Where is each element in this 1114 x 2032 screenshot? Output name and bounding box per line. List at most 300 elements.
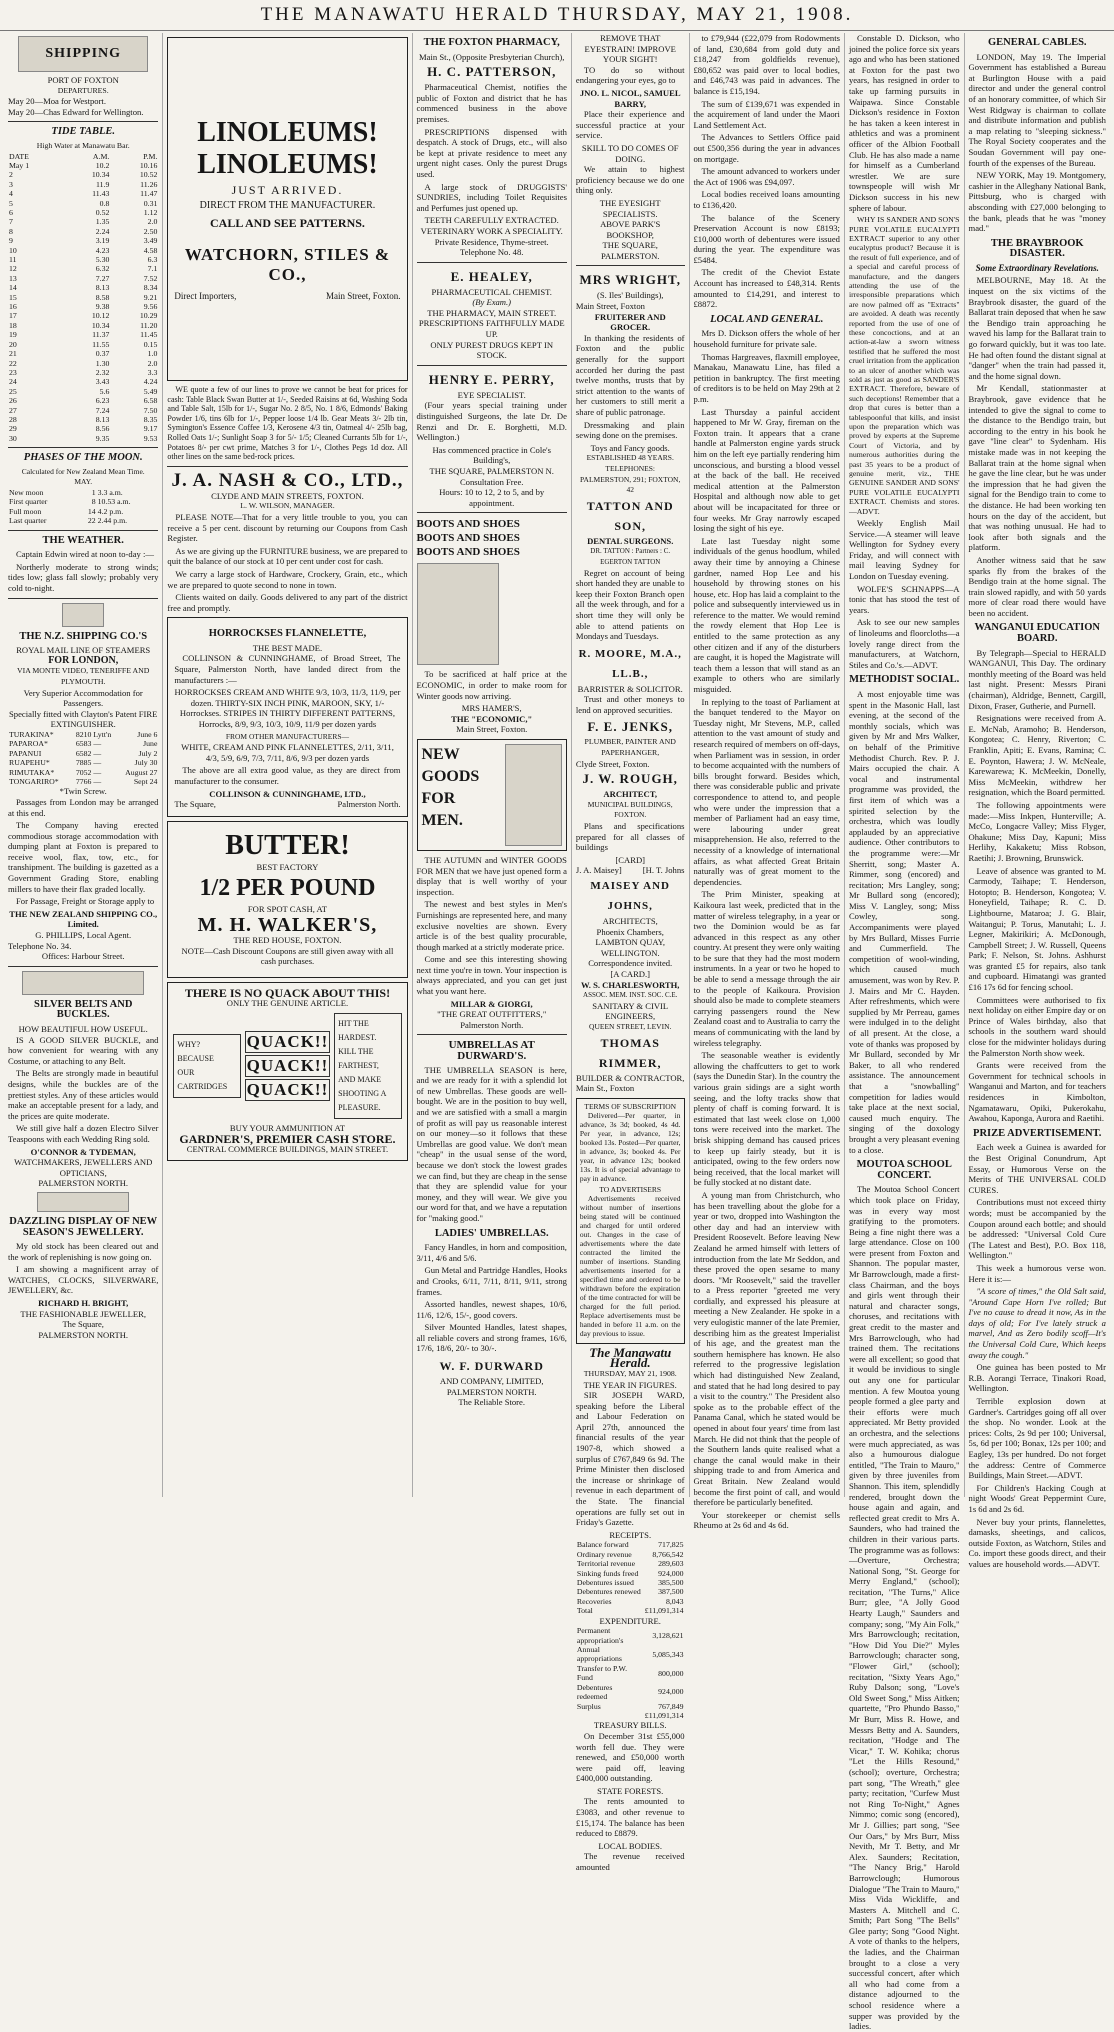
- men-body: THE AUTUMN and WINTER GOODS FOR MEN that we have just opened form a display that is well worthy of your inspection.: [416, 854, 567, 897]
- tide-cell: 5.6: [99, 386, 110, 396]
- tide-cell: 10.16: [139, 160, 158, 170]
- local-2: Thomas Hargreaves, flaxmill employee, Manakau, Manawatu Line, has filed a petition in bankruptcy. The first meeting of creditors is to be held on May 29th at 2 p.m.: [693, 351, 840, 404]
- expenditure-row: [576, 1664, 685, 1683]
- moon-cell: 14: [87, 506, 96, 516]
- tide-row: [8, 321, 158, 330]
- moon-row: [8, 516, 158, 525]
- local-4: Late last Tuesday night some individuals of the genus hoodlum, whiled away their time by annoying a Chinese gardner, named Hop Lee and his household by throwing stones on his house, etc. Hop has laid a complaint to the police and subsequently interviewed us in reference to the matter. We would remind the rowdy element that Hop Lee is entitled to the same protection as any other citizen and if any of the disturbers are caught, it is hoped the Magistrate will teach them a lesson that will stand as an example to others who are similarly misguided.: [693, 535, 840, 695]
- tide-cell: 11.26: [140, 179, 158, 189]
- tide-row: [8, 349, 158, 358]
- tide-cell: 12: [9, 264, 17, 274]
- umbrellas-co: AND COMPANY, LIMITED,: [439, 1376, 544, 1387]
- expenditure-title: EXPENDITURE.: [599, 1615, 661, 1626]
- tide-row: [8, 274, 158, 283]
- advertisers-body: Advertisements received without number of insertions being stated will be continued and charged for until ordered out. Changes in the case of advertisements where the date contracted the limited the number of insertions. Standing advertisements inserted for a specified time and ordered to be withdrawn before the expiration of the time contracted for will be charged for the full period. Replace advertisements must be handed in before 11 a.m. on the day previous to issue.: [579, 1193, 681, 1338]
- maisey-left: J. A. Maisey]: [575, 865, 622, 876]
- tide-cell: 9.56: [143, 302, 158, 312]
- receipts-row: [576, 1597, 685, 1606]
- jewellery-ornament: [37, 1192, 129, 1212]
- weather-text-2: Northerly moderate to strong winds; tides low; glass fall slowly; probably very cold to-night.: [8, 561, 159, 593]
- maisey-trade: ARCHITECTS,: [602, 916, 658, 926]
- tide-cell: 17: [9, 311, 17, 321]
- tide-row: [8, 283, 158, 292]
- tide-cell: 8.13: [95, 414, 110, 424]
- pharmacy-teeth: TEETH CAREFULLY EXTRACTED.: [424, 215, 559, 226]
- weather-title: THE WEATHER.: [42, 534, 124, 546]
- maisey-name: MAISEY AND JOHNS,: [590, 880, 670, 912]
- tide-row: [8, 180, 158, 189]
- rough-name: J. W. ROUGH,: [582, 771, 678, 787]
- departures-label: DEPARTURES.: [57, 85, 109, 95]
- tide-cell: 2.0: [147, 217, 158, 227]
- steamer-cell: Sept 24: [133, 776, 158, 786]
- eye-body-2: We attain to highest proficiency because we do one thing only.: [575, 164, 685, 196]
- braybrook-sub: Some Extraordinary Revelations.: [975, 262, 1099, 273]
- c6-body-5: Ask to see our new samples of linoleums and floorcloths—a lovely range direct from the manufacturers, at Watchorn, Stiles and Co.'s.—ADVT.: [848, 617, 960, 670]
- cables-2: NEW YORK, May 19. Montgomery, cashier in the Alleghany National Bank, Pittsburg, who is charged with absconding with £27,000 belonging to the bank, pleads that he was "money mad.": [968, 170, 1106, 234]
- finance-6: The balance of the Scenery Preservation Account is now £8193; £10,000 worth of debentures were issued during the year. The expenditure was £5484.: [693, 212, 840, 265]
- tatton-trade: DENTAL SURGEONS.: [587, 535, 674, 546]
- linoleums-direct: DIRECT FROM THE MANUFACTURER.: [199, 200, 376, 212]
- boots-shop: THE "ECONOMIC,": [451, 713, 533, 724]
- pharmacy-res: Private Residence, Thyme-street. Telephone No. 48.: [434, 236, 549, 258]
- quack-right-1: HIT THE HARDEST.: [338, 1018, 377, 1042]
- local-3: Last Thursday a painful accident happened to Mr W. Gray, fireman on the Foxton train. It appears that a crane handle at Palmerston engine yards struck him on the left eye partially rendering him unconscious, and bursting a blood vessel at the back of the ball. He received medical attention at the Palmerston Hospital and although now able to get about will be incapacitated for three or four weeks. Mr Gray narrowly escaped losing the sight of his eye.: [693, 406, 840, 534]
- tide-row: [8, 170, 158, 179]
- umbrellas-l4: Silver Mounted Handles, latest shapes, all reliable covers and strong frames, 16/6, 17/6, 18/6, 20/- to 30/-.: [416, 1322, 567, 1354]
- receipts-cell: 8,766,542: [652, 1549, 684, 1559]
- moon-row: [8, 507, 158, 516]
- horrockses-ad: [167, 617, 407, 817]
- tide-cell: 4.58: [143, 245, 158, 255]
- braybrook-3: Another witness said that he saw sparks fly from the brakes of the Bendigo train at the home signal. The train slowed rapidly, and with 50 yards more of clear road there would have been no accident.: [968, 554, 1106, 618]
- men-title-2: GOODS: [421, 767, 480, 785]
- eye-skill: SKILL TO DO COMES OF DOING.: [581, 142, 679, 164]
- column-4: [572, 33, 690, 1873]
- tide-cell: 8.35: [143, 414, 158, 424]
- nash-p4: Clients waited on daily. Goods delivered to any part of the district free and promptly.: [167, 592, 408, 613]
- quack-title: THERE IS NO QUACK ABOUT THIS!: [184, 985, 391, 1000]
- moore-trade: BARRISTER & SOLICITOR.: [577, 683, 683, 694]
- receipts-cell: Debentures renewed: [576, 1587, 641, 1597]
- tide-cell: 7.27: [95, 273, 110, 283]
- umbrellas-body: THE UMBRELLA SEASON is here, and we are ready for it with a splendid lot of new Umbrellas. These goods are well-bought. We are in the position to buy well, and we are satisfied with a small a margin of profit as will pay us reasonable interest on our money—so it follows that these Umbrellas are good value. We don't mean "cheap" in the usual sense of the word, because we don't stock the lowest grades we can find, but they are cheap in the sense that they are splendid value for your money, and they will wear. We give you our word for that, and we have a reputation for "making good.": [416, 1064, 567, 1223]
- cables-1: LONDON, May 19. The Imperial Government has established a Bureau at Burlington House with a paid director and under the general control of an honorary committee, of which Sir West Ridgway is chairman to collate and distribute information and publish a map relating to "sleeping sickness." The Royal Society cooperates and the Soudan Government will pay one-fourth of the expenses of the Bureau.: [968, 51, 1106, 168]
- belts-trade: WATCHMAKERS, JEWELLERS AND OPTICIANS,: [14, 1157, 153, 1178]
- moore-name: R. MOORE, M.A., LL.B.,: [578, 647, 682, 680]
- tide-row: [8, 434, 158, 443]
- column-2: [163, 33, 412, 1497]
- tide-cell: 9.38: [95, 302, 110, 312]
- tide-cell: 11.45: [140, 330, 158, 340]
- prize-verse: "A score of times," the Old Salt said, "Around Cape Horn I've rolled; But I've no cause to dread it now, As in the days of old; For I've lately struck a marvel, And as Zero bodily scoff—It's the Universal Cold Cure, Which keeps away the cough.": [968, 1286, 1106, 1360]
- steamer-cell: June: [143, 739, 158, 749]
- charlesworth-name: W. S. CHARLESWORTH,: [580, 979, 680, 990]
- tide-cell: 14: [9, 283, 17, 293]
- local-7: The seasonable weather is evidently allowing the chaffcutters to get to work (says the Dunedin Star). In the country the various grain sidings are a sight worth seeing, and the lofty tracks show that plenty of chaff is coming forward. It is estimated that last week close on 1,000 tons were received into the market. The brisk shipping demand has caused prices to keep up fairly steady, but it is anticipated, owing to the few orders now being received, that the local market will be fully stocked at no distant date.: [693, 1050, 840, 1188]
- local-8: A young man from Christchurch, who has been travelling about the globe for a year or two, dropped into Washington the other day and had an interview with President Roosevelt. Before leaving New Zealand he armed himself with letters of introduction from the late Mr Seddon, and these proved the open sesame to many doors. "Mr Roosevelt," said the traveller to a Press reporter "greeted me very cordially, and expressed his pleasure at meeting a New Zealander. He spoke in a very eulogistic manner of the late Premier, describing him as the greatest Imperialist of his age, and the greatest man the southern hemisphere has known. He also referred to the progressive legislation which had distinguished New Zealand, and stated that he had long desired to pay a visit to the country." The President also spoke as to the probable effect of the Panama Canal, which he stated would be opened in about four years' time from last March. He did not think that the people of the Southern lands quite realised what a change the canal would make in their shipping trade to and from America and Great Britain. New Zealand would become the first point of call, and would therefore be particularly benefited.: [693, 1189, 840, 1508]
- boots-firm: MRS HAMER'S,: [461, 703, 522, 714]
- tide-cell: 9: [9, 236, 13, 246]
- steamer-cell: 7885: [75, 758, 92, 768]
- tide-cell: 29: [9, 424, 17, 434]
- tide-cell: 0.31: [143, 198, 158, 208]
- eye-body: Place their experience and successful practice at your service.: [575, 109, 685, 141]
- expenditure-cell: Permanent appropriation's: [576, 1626, 624, 1645]
- braybrook-title: THE BRAYBROOK DISASTER.: [990, 237, 1084, 260]
- horrockses-other: FROM OTHER MANUFACTURERS—: [225, 731, 350, 741]
- quack-right-2: KILL THE FARTHEST,: [338, 1046, 379, 1070]
- local-9: Your storekeeper or chemist sells Rheumo at 2s 6d and 4s 6d.: [693, 1509, 840, 1531]
- finance-1: to £79,944 (£22,079 from Rodowments of land, £30,684 from gold duty and £18,247 from goldfields revenue), £80,652 was paid over to local bodies, and £46,743 was paid in advances. The balance is £15,194.: [693, 33, 840, 96]
- receipts-cell: 8,043: [665, 1596, 684, 1606]
- finance-7: The credit of the Cheviot Estate Account has increased to £48,314. Rents amounted to £14,291, and interest to £8872.: [693, 267, 840, 310]
- jenks-addr: Clyde Street, Foxton.: [575, 758, 650, 769]
- prize-4: One guinea has been posted to Mr R.B. Aorangi Terrace, Tinakori Road, Wellington.: [968, 1362, 1106, 1394]
- general-cables-title: GENERAL CABLES.: [987, 37, 1087, 48]
- receipts-cell: 289,603: [658, 1559, 684, 1569]
- tide-row: [8, 424, 158, 433]
- nash-p3: We carry a large stock of Hardware, Crockery, Grain, etc., which we are prepared to quote second to none in town.: [167, 568, 408, 590]
- tide-cell: 8: [9, 226, 13, 236]
- tide-row: [8, 406, 158, 415]
- tide-table: [8, 152, 158, 444]
- braybrook-2: Mr Kendall, stationmaster at Braybrook, gave evidence that he intended to give the signal to come to the distance to the Bendigo train, but according to the entry in his book he gave "line clear" to Sydenham. His mistake made was in not keeping the Ballarat train at the home signal when he gave the line clear, but he was under the impression that he had given the signal for the Bendigo train to come to the distance. He had been working ten hours on the day of the accident, but that was nothing unusual. He had to look after both signals and the platform.: [968, 383, 1106, 553]
- nash-firm: J. A. NASH & CO., LTD.,: [171, 469, 404, 491]
- prize-5: Terrible explosion down at Gardner's. Cartridges going off all over the shop. No wonder. Look at the prices: Colts, 2s 9d per 100; Universal, 5s, 6d per 100; Bonax, 12s per 100; and Eagley, 13s per hundred. Do not forget the address: Centre of Commerce Buildings, Main Street.—ADVT.: [968, 1396, 1106, 1481]
- butter-addr: THE RED HOUSE, FOXTON.: [233, 934, 342, 945]
- tide-cell: 9.35: [95, 433, 110, 443]
- quote-prices: WE quote a few of our lines to prove we cannot be beat for prices for cash: Table Black Swan Butter at 1/-, Seeded Raisins at 6d, Washing Soda and Table Salt, 15lb for 1/-, Sugar No. 2 8/5, No. 1 8/6, Edmonds' Baking Powder 1/6, tins 6lb for 1/-, Pepper loose 1/4 lb. Gear Meats 3/- 2lb tin, Symington's Essence Coffee 1/3, Kerosene 4/3 tin, Oatmeal 4/- 25lb bag, Rolled Oats 1/-; Sunlight Soap 3 for 5/- 1/5; Cleaned Currants 5lb for 1/-, Potatoes 8/- per cwt prime, Matches 3 for 1/-, Clothes Pegs 1d doz. All other lines on the same bed-rock prices.: [167, 385, 408, 462]
- acard-label: [A CARD.]: [610, 968, 651, 979]
- herald-date: THURSDAY, MAY 21, 1908.: [583, 1368, 677, 1378]
- wanganui-title: WANGANUI EDUCATION BOARD.: [974, 622, 1101, 645]
- tatton-est: ESTABLISHED 48 YEARS.: [586, 453, 674, 463]
- eye-above: ABOVE PARK'S BOOKSHOP,: [600, 219, 661, 240]
- horrockses-sub: THE BEST MADE.: [252, 642, 323, 653]
- tide-cell: 6.32: [95, 264, 110, 274]
- expenditure-cell: Transfer to P.W. Fund: [576, 1663, 628, 1683]
- steamer-cell: —: [93, 767, 102, 777]
- wanganui-4: Leave of absence was granted to M. Carmody, Taihape; T. Henderson, Hotopto; B. Henderson, Kongotea; V. Honeyfield, Taihape; R. C. D. Lightbourne, Mataroa; J. G. Blair, Waitangui; P. Torus, Manutahi; L. J. Legner, Makirikiri; A. McDonough, Campbell Street; J. W. Russell, Queens Park; F. Nelson, St. Johns. Ashhurst was granted £5 for repairs, also tank and cupboard. Himatangi was granted £16 17s 6d for fencing school.: [968, 865, 1106, 993]
- tide-cell: 2: [9, 170, 13, 180]
- treasury-title: TREASURY BILLS.: [593, 1720, 667, 1731]
- expenditure-row: [576, 1683, 685, 1702]
- wanganui-5: Committees were authorised to fix next holiday on either Empire day or on Prince of Wales birthday, also that schools in the southern ward should close for the midwinter holidays during the Palmerston North show week.: [968, 994, 1106, 1058]
- jewellery-addr: The Square,: [62, 1319, 104, 1330]
- tide-cell: 3.19: [95, 236, 110, 246]
- tide-cell: 24: [9, 377, 17, 387]
- tide-cell: 9.53: [143, 433, 158, 443]
- horrockses-body: COLLINSON & CUNNINGHAME, of Broad Street, The Square, Palmerston North, have landed direct from the manufacturers :—: [174, 653, 401, 685]
- steamer-cell: RUAPEHU*: [9, 758, 50, 768]
- finance-5: Local bodies received loans amounting to £136,420.: [693, 189, 840, 210]
- receipts-table: [576, 1540, 685, 1615]
- steamer-row: [8, 758, 158, 767]
- prize-1: Each week a Guinea is awarded for the Best Original Conundrum, Apt Essay, or Humorous Verse on the Merits of THE UNIVERSAL COLD CURES.: [968, 1142, 1106, 1195]
- receipts-row: [576, 1559, 685, 1568]
- advertisers-title: TO ADVERTISERS: [599, 1184, 662, 1194]
- twin-screw-note: *Twin Screw.: [59, 786, 107, 797]
- tatton-body: Regret on account of being short handed they are unable to keep their Foxton Branch open all the week through, and for a short time they will only be able to attend patients on Mondays and Tuesdays.: [575, 567, 685, 642]
- nz-shipping-title: THE N.Z. SHIPPING CO.'S: [19, 630, 148, 642]
- tatton-tel-2: PALMERSTON, 291; FOXTON, 42: [580, 474, 681, 495]
- butter-sub: BEST FACTORY: [256, 861, 319, 872]
- tide-cell: 2.50: [143, 226, 158, 236]
- tide-cell: 2.0: [147, 358, 158, 368]
- shipping-ship-icon: [18, 36, 148, 72]
- steamer-cell: —: [93, 739, 102, 749]
- belts-body-2: The Belts are strongly made in beautiful designs, while the buckles are of the prettiest styles. Any of these articles would make an acceptable present for a lady, and the prices are quite moderate.: [8, 1068, 159, 1121]
- tide-cell: 6.3: [147, 255, 158, 265]
- eye-headline: REMOVE THAT EYESTRAIN! IMPROVE YOUR SIGHT!: [584, 33, 676, 65]
- umbrellas-shop: The Reliable Store.: [458, 1397, 525, 1408]
- tide-cell: 10.34: [91, 170, 110, 180]
- moon-cell: 3.3 a.m.: [97, 487, 123, 497]
- quack-firm: GARDNER'S, PREMIER CASH STORE.: [179, 1131, 396, 1146]
- steamer-cell: TONGARIRO*: [9, 776, 59, 786]
- perry-sub: EYE SPECIALIST.: [457, 389, 526, 400]
- tide-row: [8, 189, 158, 198]
- pharmacy-title: THE FOXTON PHARMACY,: [423, 37, 560, 48]
- men-title-3: FOR: [421, 789, 456, 807]
- nz-shipping-fire: Specially fitted with Clayton's Patent FIRE EXTINGUISHER.: [9, 708, 158, 730]
- belts-firm: O'CONNOR & TYDEMAN,: [30, 1146, 136, 1157]
- terms-box: [576, 1098, 685, 1344]
- tide-cell: 7: [9, 217, 13, 227]
- tide-cell: 9.21: [143, 292, 158, 302]
- nash-addr: CLYDE AND MAIN STREETS, FOXTON.: [211, 490, 364, 501]
- wright-toys: Toys and Fancy goods.: [590, 442, 670, 453]
- umbrellas-title: UMBRELLAS AT DURWARD'S.: [448, 1039, 535, 1063]
- nash-p1: PLEASE NOTE—That for a very little trouble to you, you can receive a 5 per cent. discount by returning our Coupons from Cash Register.: [167, 511, 408, 544]
- jenks-trade: PLUMBER, PAINTER AND PAPERHANGER,: [584, 737, 676, 758]
- prize-7: Never buy your prints, flannelettes, damasks, sheetings, and calicos, outside Foxton, as Watchorn, Stiles and Co. import these goods direct, and their values are household words.—ADVT.: [968, 1516, 1106, 1569]
- boots-body: To be sacrificed at half price at the ECONOMIC, in order to make room for Winter goods now arriving.: [416, 669, 567, 701]
- tide-row: [8, 236, 158, 245]
- moon-cell: 22: [87, 516, 96, 526]
- tide-row: [8, 293, 158, 302]
- moon-cell: First quarter: [9, 497, 48, 507]
- steamer-cell: 6583: [75, 739, 92, 749]
- expenditure-row: [576, 1626, 685, 1645]
- tide-cell: 9.17: [143, 424, 158, 434]
- quack-ad: [167, 982, 407, 1161]
- men-body-3: Come and see this interesting showing next time you're in town. Your inspection is always appreciated, and you can get just what you want here.: [416, 954, 567, 997]
- steamer-cell: PAPANUI: [9, 748, 42, 758]
- prize-6: For Children's Hacking Cough at night Woods' Great Peppermint Cure, 1s 6d and 2s 6d.: [968, 1482, 1106, 1514]
- tide-row: [8, 340, 158, 349]
- steamer-row: [8, 768, 158, 777]
- tide-row: [8, 161, 158, 170]
- horrockses-items: HORROCKSES CREAM AND WHITE 9/3, 10/3, 11/3, 11/9, per dozen. THIRTY-SIX INCH PINK, MAROON, SKY, 1/- Horrockses. STRIPES IN THIRTY DIFFERENT PATTERNS, Horrocks, 8/9, 9/3, 10/3, 10/9, 11/9 per dozen yards: [174, 687, 401, 730]
- quack-left-3: OUR CARTRIDGES: [177, 1067, 228, 1091]
- local-general-title: LOCAL AND GENERAL.: [710, 313, 824, 325]
- methodist-body: A most enjoyable time was spent in the Masonic Hall, last evening, at the second of the monthly socials, which was given by Mr and Mrs Walker, on behalf of the Primitive Methodist Church. Rev. P. J. Mairs occupied the chair. A vocal and instrumental programme was provided, the first item of which was a spirited selection by the orchestra, which was loudly applauded by an appreciative audience. Other contributors to the programme were:—Mr Sherritt, song; Master A. Rimmer, song (encored) and recitation; Mrs Langley, song; Mr Bullard song (encored); Miss V. Langley, song; Miss Cowley, song. Accompaniments were played by Mrs Bullard, Misses Furrie and Cummerfield. The competition of wool-winding, which caused much amusement, was won by Rev. P. J. Mairs and Mr C. Hayden. After refreshments, which were supplied by Mr Perreau, games were indulged in to the delight of all present. At the close, a vote of thanks was proposed by Mr Bullard, seconded by Mr Baker, to all who rendered assistance. The announcement that a "snowballing" competition for ladies would take place at the next social, caused much enquiry. The singing of the doxology brought a very pleasant evening to a close.: [848, 689, 960, 1155]
- men-title-1: NEW: [421, 745, 460, 763]
- tide-cell: 10.52: [139, 170, 158, 180]
- tide-row: [8, 377, 158, 386]
- linoleums-importers: Direct Importers,: [174, 290, 237, 301]
- tide-row: [8, 387, 158, 396]
- receipts-cell: 924,000: [658, 1568, 684, 1578]
- linoleums-call: CALL AND SEE PATTERNS.: [209, 216, 365, 230]
- receipts-cell: Territorial revenue: [576, 1559, 636, 1569]
- tide-cell: 0.15: [143, 339, 158, 349]
- umbrellas-l2: Gun Metal and Partridge Handles, Hooks and Crooks, 6/11, 7/11, 8/11, 9/11, strong frames.: [416, 1265, 567, 1297]
- exp-total-value: £11,091,314: [644, 1710, 684, 1720]
- belts-town: PALMERSTON NORTH.: [38, 1178, 129, 1189]
- men-body-2: The newest and best styles in Men's Furnishings are represented here, and many exclusive novelties are shown. Every article is of the best quality procurable, though marked at a strictly moderate price.: [416, 899, 567, 952]
- healey-sub: PHARMACEUTICAL CHEMIST.: [431, 286, 552, 297]
- c6-body-1: Constable D. Dickson, who joined the police force six years ago and who has been stationed at Foxton for the past two years, has resigned in order to take up farming pursuits in Waipawa. Since Constable Dickson's residence in Foxton he has taken a keen interest in athletics and was a prominent officer of the Albion Football Club. He has also made a name for himself as a Cumberland wrestler. We are sure townspeople will wish Mr Dickson success in his new sphere of labour.: [848, 33, 960, 213]
- nz-telephone: Telephone No. 34.: [8, 940, 72, 951]
- tide-cell: 13: [9, 273, 17, 283]
- port-heading: PORT OF FOXTON: [47, 75, 119, 85]
- tide-row: [8, 217, 158, 226]
- tide-cell: 10.2: [95, 160, 110, 170]
- belts-still: We still give half a dozen Electro Silver Teaspoons with each Wedding Ring sold.: [8, 1123, 159, 1144]
- perry-hours: Hours: 10 to 12, 2 to 5, and by appointment.: [439, 487, 545, 508]
- tide-row: [8, 227, 158, 236]
- healey-name: E. HEALEY,: [450, 268, 533, 284]
- exp-total-label: [576, 1711, 644, 1720]
- finance-2: The sum of £139,671 was expended in the acquirement of land under the Maori Land Settlement Act.: [693, 98, 840, 130]
- tide-cell: 1.35: [95, 217, 110, 227]
- tide-cell: 11: [9, 255, 17, 265]
- tide-subtitle: High Water at Manawatu Bar.: [36, 140, 130, 150]
- moon-row: [8, 497, 158, 506]
- rough-trade: ARCHITECT,: [603, 789, 657, 800]
- tide-row: [8, 368, 158, 377]
- men-slogan: "THE GREAT OUTFITTERS,": [437, 1009, 547, 1020]
- steamer-row: [8, 777, 158, 786]
- nz-shipping-acc: Very Superior Accommodation for Passengers.: [23, 687, 143, 709]
- horrockses-addr: The Square,: [174, 799, 216, 810]
- wanganui-2: Resignations were received from A. E. McNab, Aramoho; B. Henderson, Kongotea; C. Henry, Riverton; C. Franklin, Apiti; E. Evans, Ramina; C. E. Poynton, Hawera; J. W. McNeale, Karewarewa; K. McMeekin, Donelly, Miss McMeekin, withdrew her resignation, which the Board permitted.: [968, 713, 1106, 798]
- tide-cell: 11.47: [140, 189, 158, 199]
- eye-addr: THE SQUARE, PALMERSTON.: [600, 240, 660, 261]
- tide-row: [8, 415, 158, 424]
- wanganui-1: By Telegraph—Special to HERALD WANGANUI, This Day. The ordinary monthly meeting of the Board was held last night. Present: Messrs Pirani (chairman), Aldridge, Bennett, Cargill, Dixon, Fraser, Gutherie, and Purnell.: [968, 647, 1106, 711]
- moon-cell: 2.44 p.m.: [97, 516, 128, 526]
- receipts-total-value: £11,091,314: [644, 1606, 684, 1616]
- umbrellas-l3: Assorted handles, newest shapes, 10/6, 11/6, 12/6, 15/-, good covers.: [416, 1299, 567, 1320]
- tide-cell: 7.50: [143, 405, 158, 415]
- linoleums-firm: WATCHORN, STILES & CO.,: [184, 244, 391, 284]
- belts-subtitle: HOW BEAUTIFUL HOW USEFUL.: [18, 1024, 148, 1034]
- receipts-cell: Recoveries: [576, 1596, 612, 1606]
- horrockses-firm: COLLINSON & CUNNINGHAME, LTD.,: [209, 788, 366, 799]
- nz-shipping-sub: ROYAL MAIL LINE OF STEAMERS: [16, 645, 151, 656]
- linoleums-title-2: LINOLEUMS!: [197, 148, 378, 180]
- maisey-addr: Phoenix Chambers,: [596, 926, 664, 937]
- belts-title: SILVER BELTS AND BUCKLES.: [33, 998, 133, 1021]
- jewellery-body: My old stock has been cleared out and the work of replenishing is now going on.: [8, 1241, 159, 1262]
- receipts-cell: 387,500: [658, 1587, 684, 1597]
- moon-cell: Full moon: [9, 506, 42, 516]
- tide-cell: 1.30: [95, 358, 110, 368]
- receipts-row: [576, 1550, 685, 1559]
- expenditure-table: [576, 1626, 685, 1720]
- tide-cell: 11.55: [92, 339, 110, 349]
- local-bodies-body: The revenue received amounted: [575, 1851, 685, 1873]
- tide-cell: 8.56: [95, 424, 110, 434]
- wright-street: Main Street, Foxton: [575, 301, 645, 312]
- linoleums-street: Main Street, Foxton.: [326, 290, 401, 301]
- quack-1: QUACK!!: [246, 1031, 329, 1051]
- quack-2: QUACK!!: [246, 1055, 329, 1075]
- departure-2: May 20—Chas Edward for Wellington.: [8, 106, 144, 117]
- tide-row: [8, 396, 158, 405]
- prize-2: Contributions must not exceed thirty words; must be accompanied by the Coupon around each bottle; and should be addressed: "Universal Cold Cure (The Latest and Best), P.O. Box 118, Wellington.": [968, 1197, 1106, 1261]
- tide-cell: 3: [9, 179, 13, 189]
- boots-addr: Main Street, Foxton.: [456, 724, 528, 735]
- maisey-corr: Correspondence invited.: [588, 958, 673, 969]
- tide-cell: 5: [9, 198, 13, 208]
- jewellery-title: DAZZLING DISPLAY OF NEW SEASON'S JEWELLERY.: [9, 1215, 158, 1238]
- tide-cell: 7.24: [95, 405, 110, 415]
- tide-cell: 2.24: [95, 226, 110, 236]
- horrockses-items-2: WHITE, CREAM AND PINK FLANNELETTES, 2/11, 3/11, 4/3, 5/9, 6/9, 7/3, 7/11, 8/6, 9/3 per dozen yards: [181, 742, 394, 763]
- tide-head-pm: P.M.: [143, 151, 158, 161]
- treasury-body: On December 31st £55,000 worth fell due. They were renewed, and £50,000 worth were paid off, leaving £400,000 outstanding.: [575, 1730, 685, 1784]
- moon-table: [8, 488, 158, 526]
- tide-cell: 5.30: [95, 255, 110, 265]
- healey-presc: PRESCRIPTIONS FAITHFULLY MADE UP.: [418, 318, 565, 340]
- steamer-cell: August 27: [125, 767, 158, 777]
- tide-cell: 10.12: [91, 311, 110, 321]
- tide-row: [8, 330, 158, 339]
- column-1: [4, 33, 163, 1497]
- maisey-town: LAMBTON QUAY, WELLINGTON.: [595, 937, 665, 958]
- umbrellas-l1: Fancy Handles, in horn and composition, 3/11, 4/6 and 5/6.: [416, 1242, 567, 1263]
- tide-cell: 4.23: [95, 245, 110, 255]
- boot-illustration: [417, 563, 499, 665]
- quack-left-1: WHY?: [177, 1039, 201, 1049]
- moon-cell: 10.53 a.m.: [97, 497, 131, 507]
- tide-cell: 11.20: [140, 320, 158, 330]
- rimmer-trade: BUILDER & CONTRACTOR,: [575, 1072, 685, 1083]
- pharmacy-addr: Main St., (Opposite Presbyterian Church),: [419, 51, 565, 62]
- butter-ad: [167, 821, 407, 978]
- butter-cash: FOR SPOT CASH, AT: [247, 904, 328, 915]
- tide-cell: 3.43: [95, 377, 110, 387]
- healey-reg: (By Exam.): [472, 297, 512, 308]
- tide-table-title: TIDE TABLE.: [51, 126, 116, 138]
- expenditure-cell: Debentures redeemed: [576, 1682, 613, 1702]
- tide-cell: 10: [9, 245, 17, 255]
- tide-cell: 28: [9, 414, 17, 424]
- moore-body: Trust and other moneys to lend on approved securities.: [575, 694, 685, 715]
- tide-cell: 18: [9, 320, 17, 330]
- men-goods-ad: [417, 739, 567, 851]
- tatton-tel: TELEPHONES:: [605, 463, 655, 473]
- finance-4: The amount advanced to workers under the Act of 1906 was £94,097.: [693, 166, 840, 187]
- tide-cell: 3.3: [147, 367, 158, 377]
- rough-addr: MUNICIPAL BUILDINGS, FOXTON.: [587, 799, 673, 820]
- tide-cell: 23: [9, 367, 17, 377]
- steamer-cell: July 2: [138, 748, 158, 758]
- wanganui-3: The following appointments were made:—Miss Inkpen, Hunterville; A. McCo, Longacre Valley; Miss Flyger, Ohakune; Miss Day, Kapuni; Miss Herlihy, Kakaketu; Miss Robson, Raetihi; J. Browning, Brunswick.: [968, 799, 1106, 863]
- moon-cell: 8: [91, 497, 96, 507]
- moon-row: [8, 488, 158, 497]
- tide-cell: 2.32: [95, 367, 110, 377]
- state-body: The rents amounted to £3083, and other revenue to £15,174. The balance has been reduced to £8879.: [575, 1796, 685, 1839]
- card-label: [CARD]: [615, 854, 646, 865]
- quack-right-3: AND MAKE SHOOTING A PLEASURE.: [338, 1074, 386, 1112]
- pharmacy-name: H. C. PATTERSON,: [427, 64, 557, 80]
